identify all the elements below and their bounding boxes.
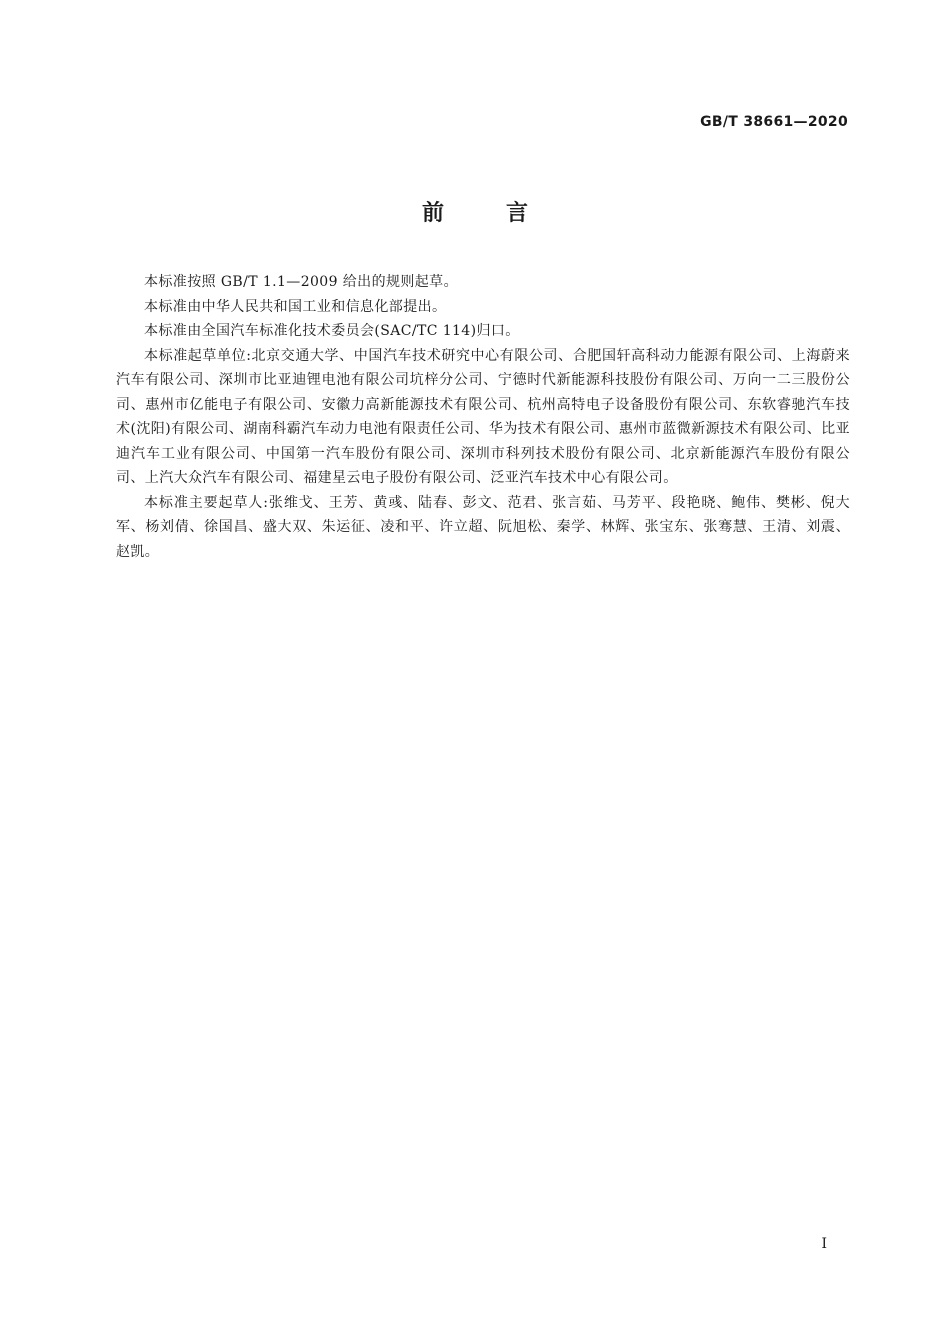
- standard-number: GB/T 38661—2020: [700, 114, 848, 130]
- paragraph-drafting-units: 本标准起草单位:北京交通大学、中国汽车技术研究中心有限公司、合肥国轩高科动力能源有限公司、上海蔚来汽车有限公司、深圳市比亚迪锂电池有限公司坑梓分公司、宁德时代新能源科技股份有限公司、万向一二三股份公司、惠州市亿能电子有限公司、安徽力高新能源技术有限公司、杭州高特电子设备股份有限公司、东软睿驰汽车技术(沈阳)有限公司、湖南科霸汽车动力电池有限责任公司、华为技术有限公司、惠州市蓝微新源技术有限公司、比亚迪汽车工业有限公司、中国第一汽车股份有限公司、深圳市科列技术股份有限公司、北京新能源汽车股份有限公司、上汽大众汽车有限公司、福建星云电子股份有限公司、泛亚汽车技术中心有限公司。: [116, 347, 850, 486]
- foreword-body: [116, 270, 850, 564]
- paragraph-proposer: 本标准由中华人民共和国工业和信息化部提出。: [144, 298, 447, 315]
- page-title: 前言: [421, 201, 590, 226]
- page-number: I: [821, 1236, 827, 1252]
- paragraph-drafting-rules: 本标准按照 GB/T 1.1—2009 给出的规则起草。: [144, 274, 458, 290]
- paragraph-main-drafters: 本标准主要起草人:张维戈、王芳、黄彧、陆春、彭文、范君、张言茹、马芳平、段艳晓、鲍伟、樊彬、倪大军、杨刘倩、徐国昌、盛大双、朱运征、凌和平、许立超、阮旭松、秦学、林辉、张宝东、张骞慧、王清、刘震、赵凯。: [116, 494, 850, 560]
- paragraph-administrator: 本标准由全国汽车标准化技术委员会(SAC/TC 114)归口。: [144, 323, 520, 339]
